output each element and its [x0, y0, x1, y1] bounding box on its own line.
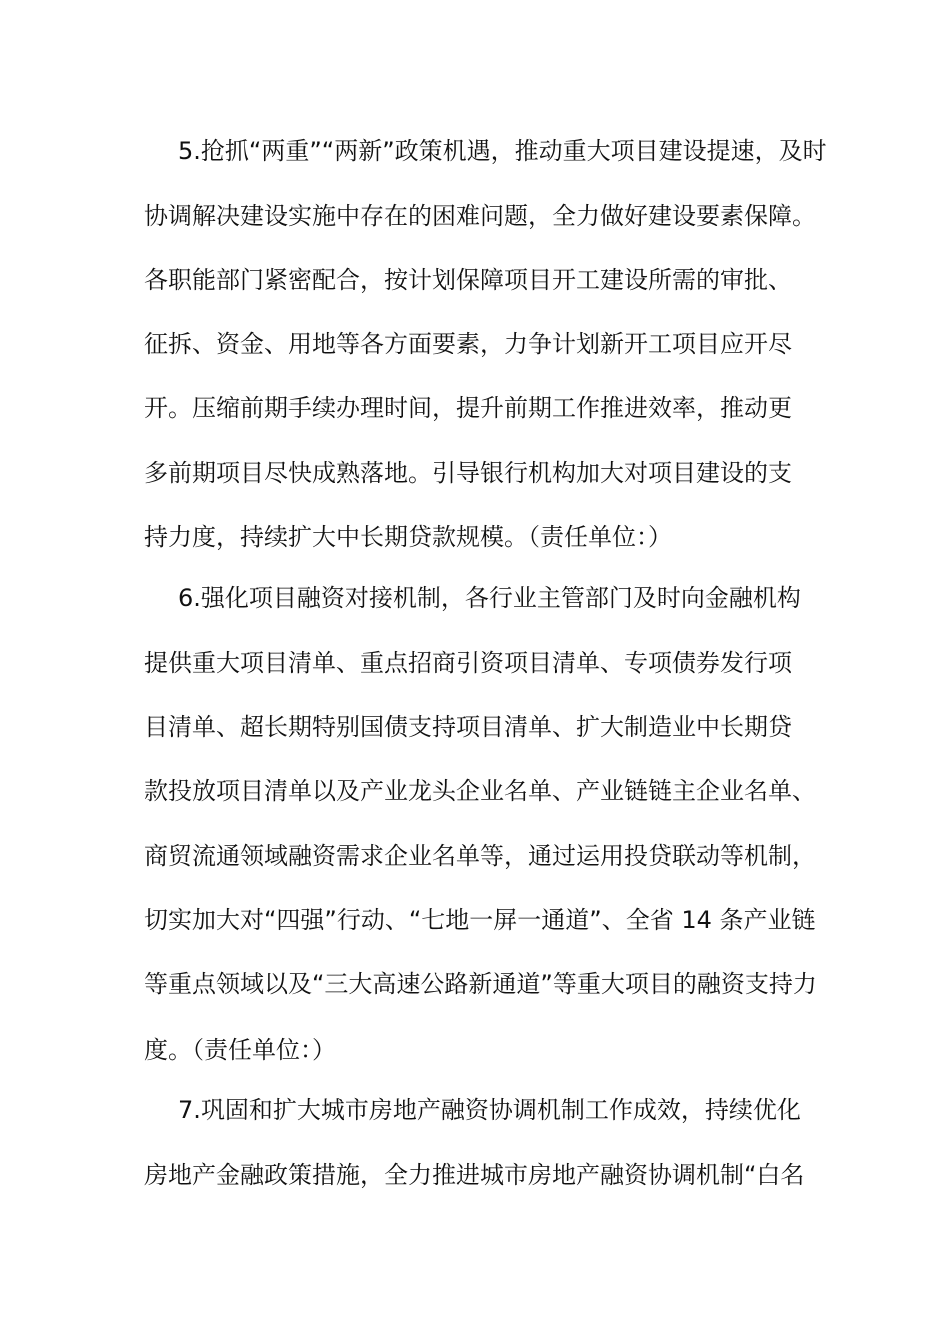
- text-line: 多前期项目尽快成熟落地。引导银行机构加大对项目建设的支: [144, 459, 792, 487]
- text-line: 目清单、超长期特别国债支持项目清单、扩大制造业中长期贷: [144, 713, 792, 741]
- text-line: 款投放项目清单以及产业龙头企业名单、产业链链主企业名单、: [144, 777, 816, 805]
- text-line: 提供重大项目清单、重点招商引资项目清单、专项债券发行项: [144, 649, 792, 677]
- text-line: 度。（责任单位：）: [144, 1036, 336, 1064]
- text-line: 商贸流通领域融资需求企业名单等，通过运用投贷联动等机制，: [144, 842, 816, 870]
- text-line: 5.抢抓“两重”“两新”政策机遇，推动重大项目建设提速，及时: [178, 137, 827, 165]
- text-line: 协调解决建设实施中存在的困难问题，全力做好建设要素保障。: [144, 202, 816, 230]
- text-line: 开。压缩前期手续办理时间，提升前期工作推进效率，推动更: [144, 394, 792, 422]
- text-line: 持力度，持续扩大中长期贷款规模。（责任单位：）: [144, 523, 672, 551]
- text-line: 6.强化项目融资对接机制，各行业主管部门及时向金融机构: [178, 584, 801, 612]
- text-line: 房地产金融政策措施，全力推进城市房地产融资协调机制“白名: [144, 1161, 805, 1189]
- text-line: 征拆、资金、用地等各方面要素，力争计划新开工项目应开尽: [144, 330, 792, 358]
- text-line: 7.巩固和扩大城市房地产融资协调机制工作成效，持续优化: [178, 1096, 801, 1124]
- text-line: 切实加大对“四强”行动、“七地一屏一通道”、全省 14 条产业链: [144, 906, 816, 934]
- text-line: 各职能部门紧密配合，按计划保障项目开工建设所需的审批、: [144, 266, 792, 294]
- text-line: 等重点领域以及“三大高速公路新通道”等重大项目的融资支持力: [144, 970, 817, 998]
